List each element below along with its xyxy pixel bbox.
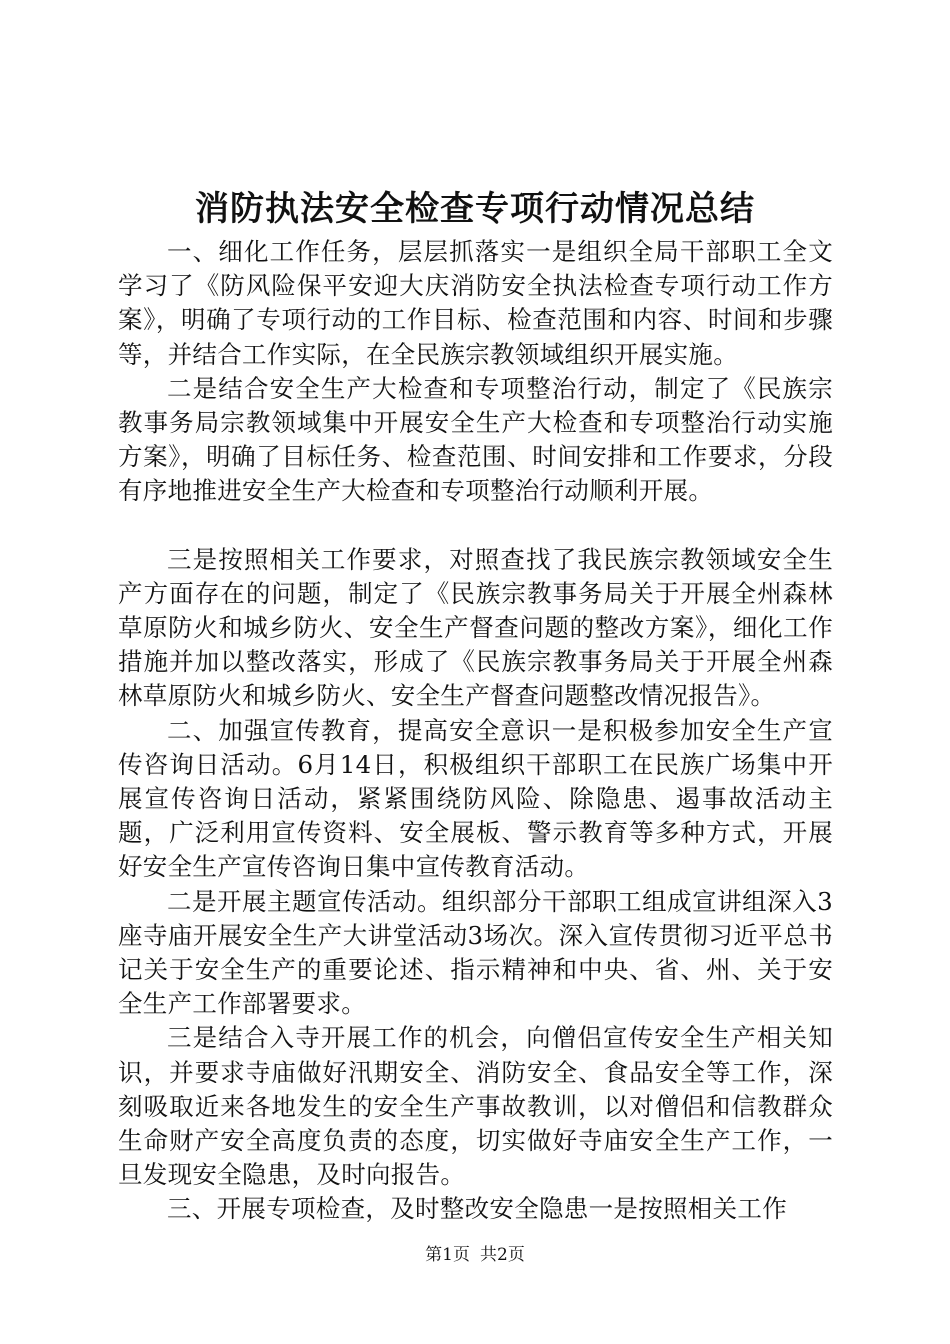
paragraph-6: 三是结合入寺开展工作的机会，向僧侣宣传安全生产相关知识，并要求寺庙做好汛期安全、消防安全、食品安全等工作，深刻吸取近来各地发生的安全生产事故教训，以对僧侣和信教群众生命财产安全高度负责的态度，切实做好寺庙安全生产工作，一旦发现安全隐患，及时向报告。 <box>118 1023 833 1190</box>
document-body <box>118 235 833 1227</box>
paragraph-5: 二是开展主题宣传活动。组织部分干部职工组成宣讲组深入3座寺庙开展安全生产大讲堂活动3场次。深入宣传贯彻习近平总书记关于安全生产的重要论述、指示精神和中央、省、州、关于安全生产工作部署要求。 <box>118 886 833 1019</box>
page-number-total: 共2页 <box>480 1245 525 1265</box>
paragraph-1: 一、细化工作任务，层层抓落实一是组织全局干部职工全文学习了《防风险保平安迎大庆消防安全执法检查专项行动工作方案》，明确了专项行动的工作目标、检查范围和内容、时间和步骤等，并结合工作实际，在全民族宗教领域组织开展实施。 <box>118 237 833 369</box>
page-number-current: 第1页 <box>425 1245 470 1265</box>
paragraph-4: 二、加强宣传教育，提高安全意识一是积极参加安全生产宣传咨询日活动。6月14日，积极组织干部职工在民族广场集中开展宣传咨询日活动，紧紧围绕防风险、除隐患、遏事故活动主题，广泛利用宣传资料、安全展板、警示教育等多种方式，开展好安全生产宣传咨询日集中宣传教育活动。 <box>118 715 833 882</box>
paragraph-2: 二是结合安全生产大检查和专项整治行动，制定了《民族宗教事务局宗教领域集中开展安全生产大检查和专项整治行动实施方案》，明确了目标任务、检查范围、时间安排和工作要求，分段有序地推进安全生产大检查和专项整治行动顺利开展。 <box>118 373 833 506</box>
document-title: 消防执法安全检查专项行动情况总结 <box>195 189 755 229</box>
paragraph-7: 三、开展专项检查，及时整改安全隐患一是按照相关工作 <box>167 1194 787 1224</box>
page-footer <box>0 1244 950 1266</box>
paragraph-3: 三是按照相关工作要求，对照查找了我民族宗教领域安全生产方面存在的问题，制定了《民族宗教事务局关于开展全州森林草原防火和城乡防火、安全生产督查问题的整改方案》，细化工作措施并加以整改落实，形成了《民族宗教事务局关于开展全州森林草原防火和城乡防火、安全生产督查问题整改情况报告》。 <box>118 544 833 711</box>
paragraph-spacer <box>118 509 833 543</box>
